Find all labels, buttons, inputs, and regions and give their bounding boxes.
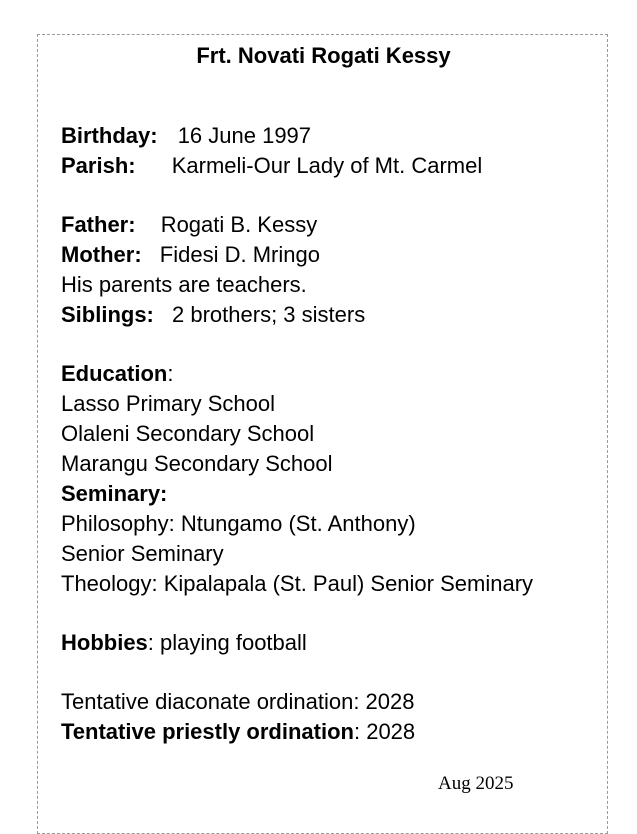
parents-note: His parents are teachers. (61, 272, 307, 297)
siblings-value: 2 brothers; 3 sisters (172, 302, 366, 327)
father-value: Rogati B. Kessy (160, 212, 318, 237)
parish-value: Karmeli-Our Lady of Mt. Carmel (171, 153, 483, 178)
birthday-label: Birthday: (61, 123, 158, 148)
birthday-value: 16 June 1997 (177, 123, 312, 148)
education-item: Lasso Primary School (61, 391, 275, 416)
education-heading (61, 359, 606, 389)
parish-label: Parish: (61, 153, 136, 178)
father-row (61, 210, 606, 240)
siblings-label: Siblings: (61, 302, 154, 327)
mother-label: Mother: (61, 242, 142, 267)
seminary-heading: Seminary: (61, 481, 168, 506)
education-item: Marangu Secondary School (61, 451, 333, 476)
education-item: Olaleni Secondary School (61, 421, 315, 446)
siblings-row (61, 300, 606, 330)
seminary-item: Theology: Kipalapala (St. Paul) Senior Seminary (61, 571, 534, 596)
father-label: Father: (61, 212, 136, 237)
footer-date: Aug 2025 (438, 773, 514, 794)
diaconate-label: Tentative diaconate ordination (61, 689, 354, 714)
mother-value: Fidesi D. Mringo (159, 242, 320, 267)
priestly-label: Tentative priestly ordination (61, 719, 354, 744)
priestly-row (61, 717, 606, 747)
mother-row (61, 240, 606, 270)
page-title: Frt. Novati Rogati Kessy (196, 43, 451, 68)
priestly-value: : 2028 (353, 719, 416, 744)
hobbies-row (61, 628, 606, 658)
education-colon: : (167, 361, 174, 386)
education-label: Education (61, 361, 168, 386)
parish-row (61, 151, 606, 181)
diaconate-row (61, 687, 606, 717)
birthday-row (61, 121, 606, 151)
seminary-item: Senior Seminary (61, 541, 224, 566)
profile-card (37, 34, 608, 834)
profile-content (61, 121, 606, 747)
hobbies-value: : playing football (147, 630, 307, 655)
hobbies-label: Hobbies (61, 630, 148, 655)
seminary-item: Philosophy: Ntungamo (St. Anthony) (61, 511, 416, 536)
diaconate-value: : 2028 (353, 689, 415, 714)
